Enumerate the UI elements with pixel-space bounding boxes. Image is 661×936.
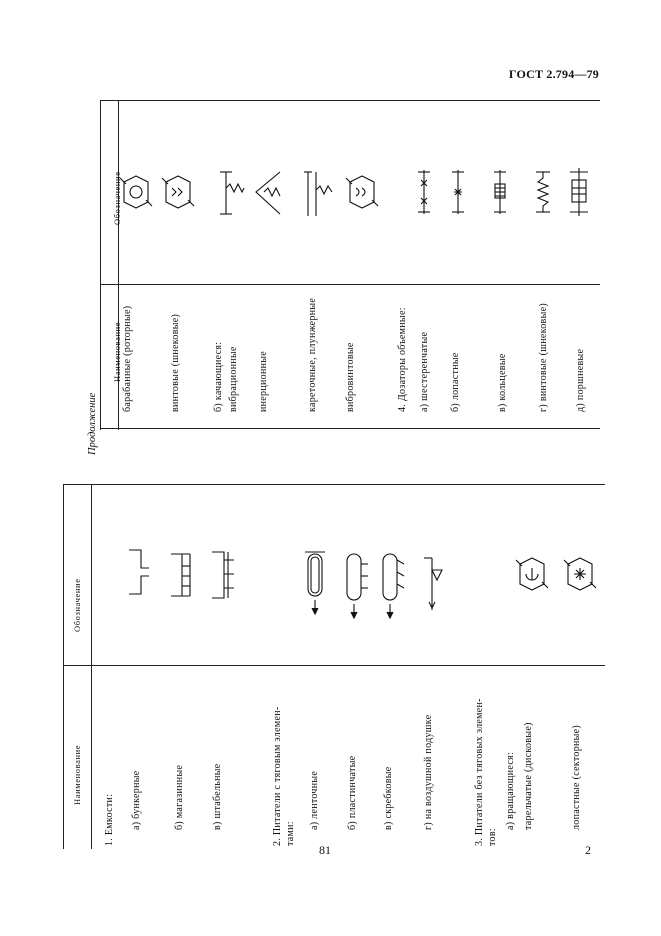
right-row-11-name: в) кольцевые — [497, 353, 508, 412]
plate-feeder-symbol — [342, 550, 372, 620]
scraper-feeder-symbol — [378, 550, 408, 620]
inertial-feeder-symbol — [250, 168, 290, 218]
vibro-screw-feeder-symbol — [342, 172, 382, 212]
left-row-8-name: в) скребковые — [383, 766, 394, 830]
magazine-symbol — [168, 552, 198, 600]
air-cushion-feeder-symbol — [420, 556, 450, 612]
piston-doser-symbol — [566, 166, 592, 218]
disc-feeder-symbol — [512, 554, 552, 594]
right-row-1-name: барабанные (роторные) — [122, 305, 133, 412]
right-row-12-name: г) винтовые (шнековые) — [538, 303, 549, 412]
gear-doser-symbol — [414, 168, 434, 216]
left-col-name-header: Наименование — [72, 744, 82, 805]
right-row-5-name: инерционные — [258, 350, 269, 412]
screw-feeder-symbol — [158, 172, 198, 212]
right-row-9-name: а) шестеренчатые — [419, 331, 430, 412]
right-row-3-name: б) качающиеся: — [213, 341, 224, 412]
left-row-3-name: б) магазинные — [174, 764, 185, 830]
left-row-13-name: лопастные (секторные) — [571, 724, 582, 830]
belt-feeder-symbol — [303, 548, 329, 618]
left-row-5-name: 2. Питатели с тяговым элемен- — [272, 706, 283, 846]
vane-doser-symbol — [448, 168, 468, 216]
left-row-12-name: тарельчатые (дисковые) — [523, 722, 534, 830]
screw-doser-symbol — [532, 168, 554, 216]
right-col-name-header: Наименование — [112, 321, 122, 382]
right-row-8-name: 4. Дозаторы объемные: — [397, 307, 408, 412]
left-row-9-name: г) на воздушной подушке — [423, 714, 434, 830]
standard-number: ГОСТ 2.794—79 — [508, 67, 599, 81]
left-row-4-name: в) штабельные — [212, 763, 223, 830]
right-col-symbol-header: Обозначение — [112, 171, 122, 225]
right-row-13-name: д) поршневые — [575, 348, 586, 412]
left-row-7-name: б) пластинчатые — [347, 755, 358, 830]
drum-feeder-symbol — [116, 172, 156, 212]
left-row-10-name: 3. Питатели без тяговых элемен- — [474, 698, 485, 846]
hopper-symbol — [125, 548, 155, 598]
right-row-7-name: вибровинтовые — [345, 342, 356, 412]
page-number: 81 — [319, 843, 331, 857]
continuation-label: Продолжение — [87, 392, 98, 455]
right-row-10-name: б) лопастные — [450, 352, 461, 412]
left-row-6-name: а) ленточные — [309, 770, 320, 830]
page-count: 2 — [585, 843, 591, 857]
left-row-10-name-cont: тов: — [487, 828, 498, 846]
vibratory-feeder-symbol — [218, 170, 248, 216]
left-row-2-name: а) бункерные — [131, 770, 142, 830]
left-col-symbol-header: Обозначение — [72, 578, 82, 632]
left-row-1-name: 1. Емкости: — [104, 793, 115, 846]
right-row-6-name: кареточные, плунжерные — [307, 297, 318, 412]
right-row-4-name: вибрационные — [228, 346, 239, 412]
ring-doser-symbol — [490, 168, 510, 216]
left-row-5-name-cont: тами: — [285, 821, 296, 846]
left-row-11-name: а) вращающиеся: — [505, 751, 516, 830]
sector-feeder-symbol — [560, 554, 600, 594]
plunger-feeder-symbol — [302, 170, 336, 218]
stack-symbol — [208, 550, 238, 602]
right-row-2-name: винтовые (шнековые) — [170, 313, 181, 412]
